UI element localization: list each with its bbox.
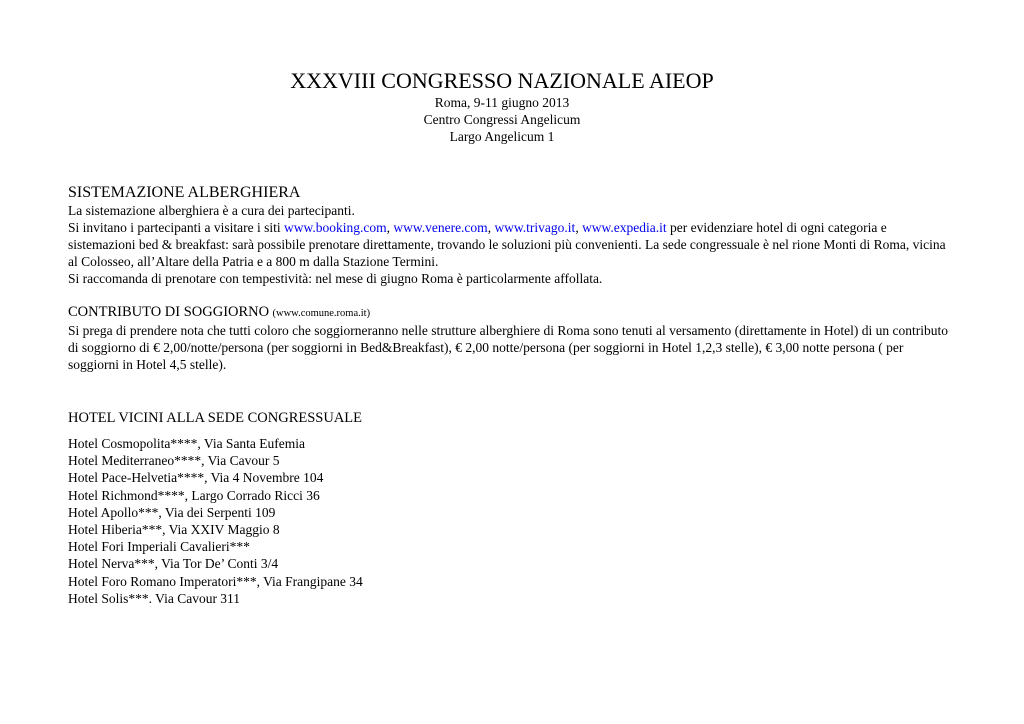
tax-body: Si prega di prendere nota che tutti coloro che soggiorneranno nelle strutture alberghiere di Roma sono tenuti al versamento (direttamente in Hotel) di un contributo di soggiorno di € 2,00/notte/persona (per soggiorni in Bed&Breakfast), € 2,00 notte/persona (per soggiorni in Hotel 1,2,3 stelle), € 3,00 notte persona ( per soggiorni in Hotel 4,5 stelle). [68, 323, 948, 372]
congress-address: Largo Angelicum 1 [449, 129, 555, 144]
hotel-item: Hotel Richmond****, Largo Corrado Ricci 36 [68, 487, 320, 503]
hotel-item: Hotel Cosmopolita****, Via Santa Eufemia [68, 436, 306, 451]
link-expedia[interactable]: www.expedia.it [582, 220, 667, 235]
hotels-section [68, 410, 948, 607]
link-separator: , [487, 220, 495, 235]
tax-heading: CONTRIBUTO DI SOGGIORNO [68, 304, 270, 320]
link-separator: , [386, 220, 394, 235]
hotel-list [68, 435, 948, 607]
hotel-item: Hotel Hiberia***, Via XXIV Maggio 8 [68, 522, 280, 538]
link-venere[interactable]: www.venere.com [393, 220, 488, 235]
hotel-item: Hotel Nerva***, Via Tor De’ Conti 3/4 [68, 556, 279, 572]
link-trivago[interactable]: www.trivago.it [494, 220, 576, 235]
hotel-item: Hotel Apollo***, Via dei Serpenti 109 [68, 504, 276, 520]
hotel-item: Hotel Foro Romano Imperatori***, Via Frangipane 34 [68, 573, 363, 589]
congress-venue: Centro Congressi Angelicum [423, 112, 581, 127]
hotel-item: Hotel Solis***. Via Cavour 311 [68, 590, 241, 606]
hotel-item: Hotel Mediterraneo****, Via Cavour 5 [68, 453, 280, 469]
hotels-heading: HOTEL VICINI ALLA SEDE CONGRESSUALE [68, 410, 363, 426]
booking-advice: Si raccomanda di prenotare con tempestività: nel mese di giugno Roma è particolarmente affollata. [68, 271, 603, 286]
invite-prefix: Si invitano i partecipanti a visitare i siti [68, 220, 284, 235]
tax-heading-line [68, 303, 948, 322]
accommodation-intro: La sistemazione alberghiera è a cura dei partecipanti. [68, 203, 355, 218]
accommodation-heading: SISTEMAZIONE ALBERGHIERA [68, 184, 301, 201]
accommodation-section [68, 183, 948, 287]
document-header [0, 68, 1004, 145]
link-separator: , [575, 220, 583, 235]
congress-date: Roma, 9-11 giugno 2013 [434, 95, 570, 110]
tax-heading-url: (www.comune.roma.it) [272, 308, 371, 319]
accommodation-invite [68, 219, 948, 270]
link-booking[interactable]: www.booking.com [283, 220, 387, 235]
tax-section [68, 303, 948, 373]
hotel-item: Hotel Pace-Helvetia****, Via 4 Novembre 104 [68, 470, 324, 486]
hotel-item: Hotel Fori Imperiali Cavalieri*** [68, 539, 250, 555]
invite-suffix: per evidenziare hotel di ogni categoria e sistemazioni bed & breakfast: sarà possibile prenotare direttamente, trovando le soluzioni più convenienti. La sede congressuale è nel rione Monti di Roma, vicina al Colosseo, all’Altare della Patria e a 800 m dalla Stazione Termini. [68, 220, 946, 269]
document-title: XXXVIII CONGRESSO NAZIONALE AIEOP [290, 68, 714, 93]
